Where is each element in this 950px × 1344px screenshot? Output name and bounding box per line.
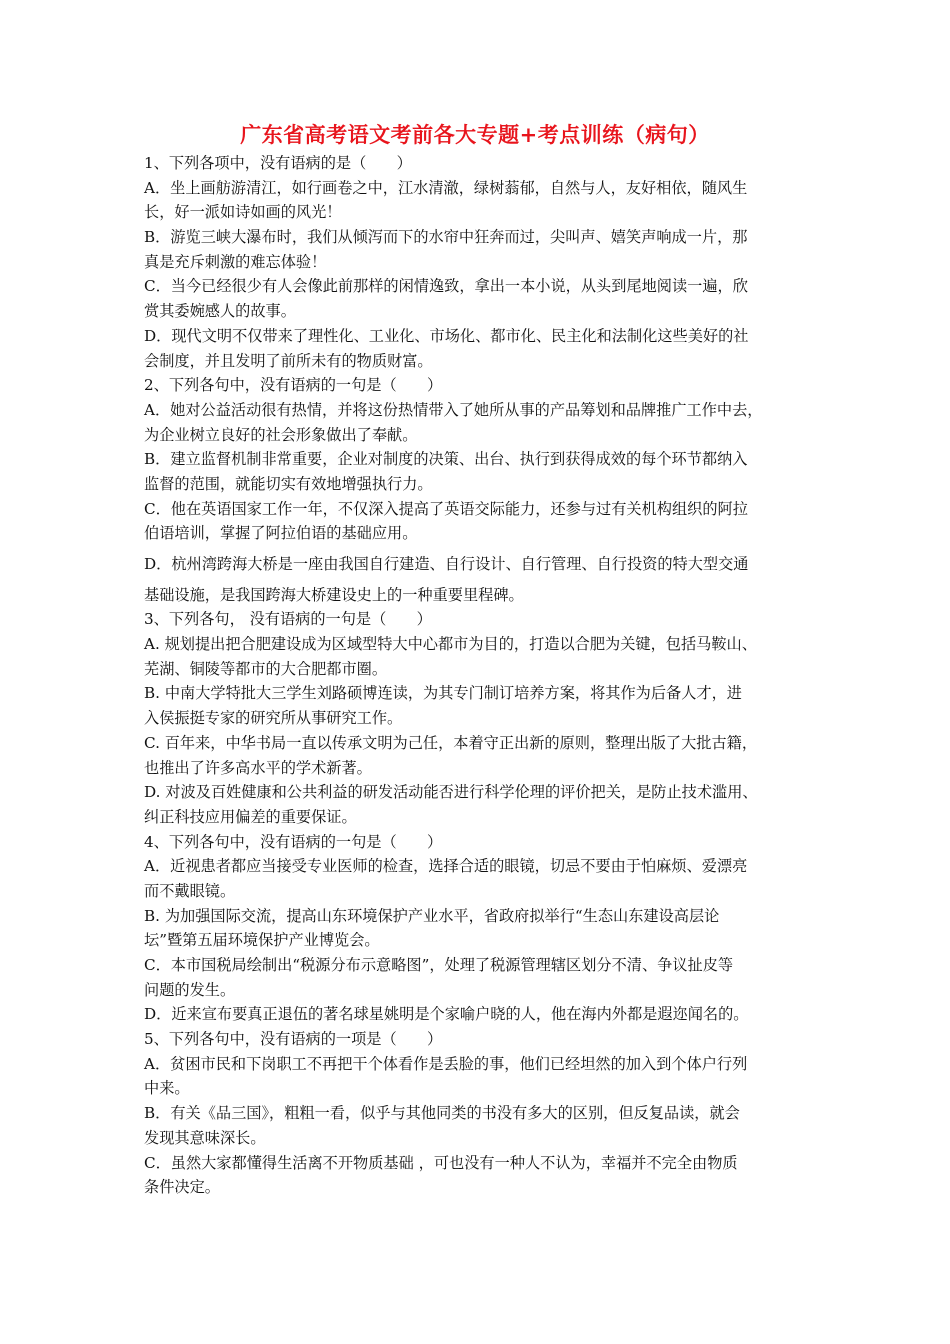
option-b-line-1: B. 中南大学特批大三学生刘路硕博连读，为其专门制订培养方案，将其作为后备人才，进 [144,684,742,703]
option-b-line-2: 坛”暨第五届环境保护产业博览会。 [144,931,380,950]
option-c-line-2: 条件决定。 [144,1178,220,1197]
option-d-line-2: 纠正科技应用偏差的重要保证。 [144,807,357,826]
option-b-line-1: B. 为加强国际交流，提高山东环境保护产业水平，省政府拟举行“生态山东建设高层论 [144,906,720,925]
option-c-line-2: 也推出了许多高水平的学术新著。 [144,758,372,777]
option-a-line-2: 中来。 [144,1079,190,1098]
option-b-line-2: 监督的范围，就能切实有效地增强执行力。 [144,474,433,493]
page-title: 广东省高考语文考前各大专题+考点训练（病句） [240,122,710,147]
question-stem: 2、下列各句中，没有语病的一句是（ ） [144,376,443,395]
question-5 [144,1027,810,1200]
option-d-line-1: D．杭州湾跨海大桥是一座由我国自行建造、自行设计、自行管理、自行投资的特大型交通 [144,555,749,573]
option-c-line-2: 问题的发生。 [144,980,236,999]
option-a-line-2: 长，好一派如诗如画的风光！ [144,203,342,222]
question-4 [144,830,810,1028]
option-a-line-2: 芜湖、铜陵等都市的大合肥都市圈。 [144,659,387,678]
question-stem: 5、下列各句中，没有语病的一项是（ ） [144,1030,443,1049]
option-a-line-1: A．贫困市民和下岗职工不再把干个体看作是丢脸的事，他们已经坦然的加入到个体户行列 [144,1054,748,1073]
option-a-line-2: 为企业树立良好的社会形象做出了奉献。 [144,425,418,444]
option-d-line-1: D. 对波及百姓健康和公共利益的研发活动能否进行科学伦理的评价把关，是防止技术滥用、 [144,783,758,802]
question-stem: 1、下列各项中，没有语病的是（ ） [144,154,412,172]
option-a-line-1: A. 规划提出把合肥建设成为区域型特大中心都市为目的，打造以合肥为关键，包括马鞍山、 [144,635,757,654]
option-d-line-2: 基础设施，是我国跨海大桥建设史上的一种重要里程碑。 [144,585,524,604]
option-b-line-2: 入侯振挺专家的研究所从事研究工作。 [144,709,403,728]
option-c-line-2: 赏其委婉感人的故事。 [144,302,296,321]
option-a-line-1: A．近视患者都应当接受专业医师的检查，选择合适的眼镜，切忌不要由于怕麻烦、爱漂亮 [144,857,748,876]
option-b-line-2: 真是充斥刺激的难忘体验！ [144,252,327,271]
question-list [144,151,810,1200]
option-c-line-1: C．当今已经很少有人会像此前那样的闲情逸致，拿出一本小说，从头到尾地阅读一遍，欣 [144,277,748,296]
option-a-line-1: A．她对公益活动很有热情，并将这份热情带入了她所从事的产品筹划和品牌推广工作中去， [144,400,763,419]
option-a-line-2: 而不戴眼镜。 [144,881,236,900]
option-c-line-1: C．他在英语国家工作一年，不仅深入提高了英语交际能力，还参与过有关机构组织的阿拉 [144,499,748,518]
option-b-line-1: B．有关《品三国》，粗粗一看，似乎与其他同类的书没有多大的区别，但反复品读，就会 [144,1104,740,1123]
option-c-line-1: C．本市国税局绘制出“税源分布示意略图”，处理了税源管理辖区划分不清、争议扯皮等 [144,956,734,974]
option-b-line-1: B．建立监督机制非常重要，企业对制度的决策、出台、执行到获得成效的每个环节都纳入 [144,450,748,469]
option-c-line-2: 伯语培训，掌握了阿拉伯语的基础应用。 [144,524,418,543]
option-d-line-2: 会制度，并且发明了前所未有的物质财富。 [144,351,433,370]
question-stem: 3、下列各句， 没有语病的一句是（ ） [144,610,432,629]
option-b-line-1: B．游览三峡大瀑布时，我们从倾泻而下的水帘中狂奔而过，尖叫声、嬉笑声响成一片，那 [144,228,748,247]
option-b-line-2: 发现其意味深长。 [144,1128,266,1147]
question-2 [144,373,810,607]
option-c-line-1: C. 百年来，中华书局一直以传承文明为己任，本着守正出新的原则，整理出版了大批古籍， [144,733,758,752]
option-a-line-1: A．坐上画舫游清江，如行画卷之中，江水清澈，绿树蓊郁，自然与人，友好相依，随风生 [144,178,748,197]
question-3 [144,607,810,829]
question-stem: 4、下列各句中，没有语病的一句是（ ） [144,832,443,851]
option-d-line-1: D．现代文明不仅带来了理性化、工业化、市场化、都市化、民主化和法制化这些美好的社 [144,326,749,345]
option-c-line-1: C．虽然大家都懂得生活离不开物质基础 ，可也没有一种人不认为，幸福并不完全由物质 [144,1153,738,1172]
option-d-line-1: D．近来宣布要真正退伍的著名球星姚明是个家喻户晓的人，他在海内外都是遐迩闻名的。 [144,1005,749,1024]
question-1 [144,151,810,373]
